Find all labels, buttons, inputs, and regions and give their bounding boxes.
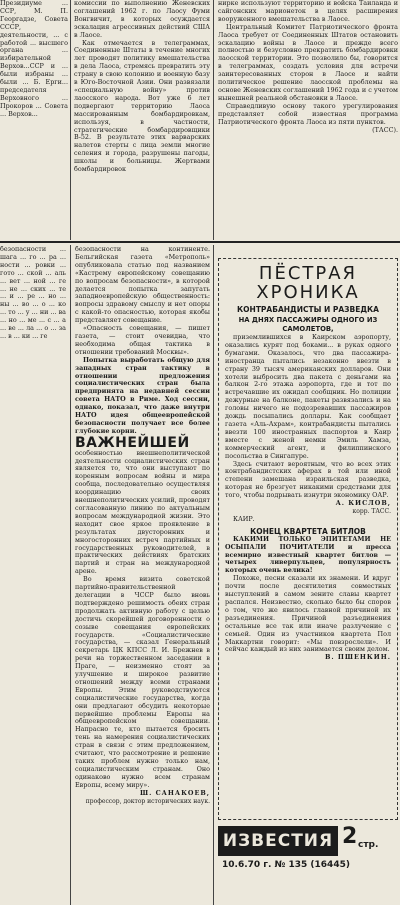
column-rule xyxy=(213,245,214,905)
top-right-paragraph-2: Справедливую основу такого урегулирования представляет собой известная программа Патриотического фронта Лаоса из пяти пунктов. xyxy=(218,101,398,126)
article-lead-word: ВАЖНЕЙШЕЙ xyxy=(75,434,190,451)
chronicle-text-2 xyxy=(219,536,397,663)
chronicle-title-2: ХРОНИКА xyxy=(256,282,360,303)
masthead-izvestia: ИЗВЕСТИЯ xyxy=(218,826,338,856)
article-signature: Ш. САНАКОЕВ, xyxy=(140,788,210,797)
column-rule xyxy=(70,245,71,905)
article-column xyxy=(75,246,210,905)
page-label: стр. xyxy=(358,840,379,850)
chronicle-subhead-1: КОНТРАБАНДИСТЫ И РАЗВЕДКА xyxy=(237,305,379,314)
chronicle-signature-1-title: корр. ТАСС. xyxy=(352,507,391,515)
left-fragment-column xyxy=(0,246,66,905)
chronicle-box xyxy=(218,258,398,820)
left-fragment-text: безопасности ... шага ... го ... ра ... ности ... ровки ... гото ... ской ... аль ... вет ... ной ... ге ... не ... ских ... те ... и ... ре ... но ... ны ... во ... о ... ко ... то ... у ... ни ... ва ... но ... ме ... с ... а ... ве ... ла ... о ... за ... в ... ки ... ге xyxy=(0,246,66,340)
chronicle-signature-1: А. КИСЛОВ, xyxy=(335,499,391,508)
chronicle-story-2-p2: Похоже, песни сказали их знамени. И вдруг почти после десятилетия совместных выступлений в самом зените славы квартет распался. Неизвестно, сколько было бы споров о том, что же явилось главной причиной их разъединения. Причиной разъединения остальные все так или иначе разлучение с семьей. Один из участников квартета Пол Маккартни говорит: «Мы повзрослели». И сейчас каждый из них занимается своим делом. xyxy=(225,574,391,654)
top-middle-paragraph: Как отмечается в телеграммах, Соединенные Штаты в течение многих лет проводят политику вмешательства в дела Лаоса, стремясь превратить эту страну в свою колонию и военную базу в Юго-Восточной Азии. Они развязали «специальную войну» против лаосского народа. Вот уже 6 лет подвергают территорию Лаоса массированным бомбардировкам, используя, в частности, стратегические бомбардировщики В-52. В результате этих варварских налетов стерты с лица земли многие селения и города, разрушены пагоды, школы и больницы. Жертвами бомбардировок xyxy=(74,38,210,174)
chronicle-story-2-p1: КАКИМИ ТОЛЬКО ЭПИТЕТАМИ НЕ ОСЫПАЛИ ПОЧИТАТЕЛИ и пресса всемирно известный квартет битлов — четырех ливерпульцев, популярность которых очень велика! xyxy=(225,534,391,575)
chronicle-dateline: КАИР. xyxy=(233,514,255,523)
top-middle-column xyxy=(74,0,210,238)
chronicle-lead-caps: НА ДНЯХ ПАССАЖИРЫ ОДНОГО ИЗ САМОЛЕТОВ, xyxy=(238,316,378,333)
page-number: 2 xyxy=(342,824,358,849)
top-right-paragraph-1: Центральный Комитет Патриотического фронта Лаоса требует от Соединенных Штатов остановить эскалацию войны в Лаосе и прежде всего полностью и безусловно прекратить бомбардировки лаосской территории. Это позволило бы, говорится в телеграммах, создать условия для встречи заинтересованных сторон в Лаосе и найти политическое решение лаосской проблемы на основе Женевских соглашений 1962 года и с учетом нынешней реальной обстановки в Лаосе. xyxy=(218,22,398,102)
top-right-column xyxy=(218,0,398,238)
top-left-text: Президиуме ... ССР, М. П. Георгадзе, Совета СССР, деятельности, ... с работой ... высшего органа ... избирательной Верхов...ССР и ... были избраны ... были ... Б. Ерги... председателя Верховного ... Прокоров ... Совета ... Верхов... xyxy=(0,0,68,118)
article-paragraph-1: безопасности на континенте. Бельгийская газета «Метрополь» опубликовала статью под названием «Кастрему европейскому совещанию по вопросам безопасности», в которой делается попытка запугать западноевропейскую общественность: вопросы здравому смыслу и нет опоры с какой-то опасностью, которая якобы представляет совещание. xyxy=(75,246,210,325)
chronicle-title-1: ПЁСТРАЯ xyxy=(258,263,358,284)
column-rule xyxy=(70,0,71,240)
chronicle-subhead-2: КОНЕЦ КВАРТЕТА БИТЛОВ xyxy=(250,526,366,536)
column-rule xyxy=(213,0,214,240)
chronicle-signature-2: В. ПШЕНКИН. xyxy=(324,653,391,662)
article-paragraph-3: Попытка выработать общую для западных стран тактику в отношении предложения социалистических стран была предпринята на недавней сессии совета НАТО в Риме. Ход сессии, однако, показал, что даже внутри НАТО идея общеевропейской безопасности получает все более глубокие корни. xyxy=(75,355,210,435)
chronicle-text-1 xyxy=(219,334,397,524)
chronicle-story-1-p1: приземлившихся в Каирском аэропорту, оказались курят под боками... в руках одного бумагами. Оказалось, что два пассажира-иностранца пытались незаконно ввезти в страну 39 тысяч американских долларов. Они хотели выбросить два пакета с деньгами на балкон 2-го этажа аэропорта, где и тот по встречавшие их ожидал сообщник. Но полиции дежурные на балконе, пакеты развязались и на головы ничего не подозревавших пассажиров дождь посыпались доллары. Как сообщает газета «Аль-Ахрам», контрабандисты пытались ввезти 100 иностранных паспортов в Каир вместе с женой немки Эмиль Хамза, коммерческий агент, и филиппинского посольства в Сингапуре. xyxy=(225,333,391,460)
chronicle-story-1-p2: Здесь считают вероятным, что во всех этих контрабандистских аферах в той или иной степени замешана израильская разведка, которая не брезгует никакими средствами для того, чтобы подрывать изнутри экономику ОАР. xyxy=(225,459,391,500)
article-paragraph-2: «Опасность совещания, — пишет газета, — стоит очевидна, что необходима общая тактика в отношении требований Москвы». xyxy=(75,324,210,356)
top-left-fragment xyxy=(0,0,68,238)
article-paragraph-5: Во время визита советской партийно-правительственной делегации в ЧССР было вновь подтверждено решимость обеих стран продолжать активную работу с целью достичь скорейшей договоренности о созыве совещания европейских государств. «Социалистические государства, — сказал Генеральный секретарь ЦК КПСС Л. И. Брежнев в речи на торжественном заседании в Праге, — неизменно стоят за улучшение и широкое развитие отношений между всеми странами Европы. Этим руководствуются социалистические государства, когда они предлагают обсудить некоторые первейшие проблемы Европы на общеевропейском совещании. Напрасно те, кто пытается бросить тень на намерения социалистических стран в связи с этим предложением, считают, что рассмотрение и решение таких проблем нужно только нам, социалистическим странам. Оно одинаково нужно всем странам Европы, всему миру». xyxy=(75,575,210,789)
article-signature-title: профессор, доктор исторических наук. xyxy=(85,797,210,805)
issue-info: 10.6.70 г. № 135 (16445) xyxy=(222,860,350,870)
top-middle-lead: комиссии по выполнению Женевских соглашений 1962 г. по Лаосу Фуми Вонгвичит, в которых осуждается эскалация агрессивных действий США в Лаосе. xyxy=(74,0,210,39)
section-rule xyxy=(0,241,400,243)
article-paragraph-4: особенностью внешнеполитической деятельности социалистических стран является то, что они выступают по коренным вопросам войны и мира сообща, последовательно осуществляя координацию своих внешнеполитических усилий, проводят согласованную линию по актуальным вопросам международной жизни. Это находит свое яркое проявление в результатах двусторонних и многосторонних встреч партийных и государственных руководителей, в практических действиях братских партий и стран на международной арене. xyxy=(75,448,210,576)
top-right-lead: нирке используют территорию и войска Таиланда и сайгонских марионеток в целях расширения вооруженного вмешательства в Лаосе. xyxy=(218,0,398,23)
tass-credit: (ТАСС). xyxy=(372,125,398,134)
